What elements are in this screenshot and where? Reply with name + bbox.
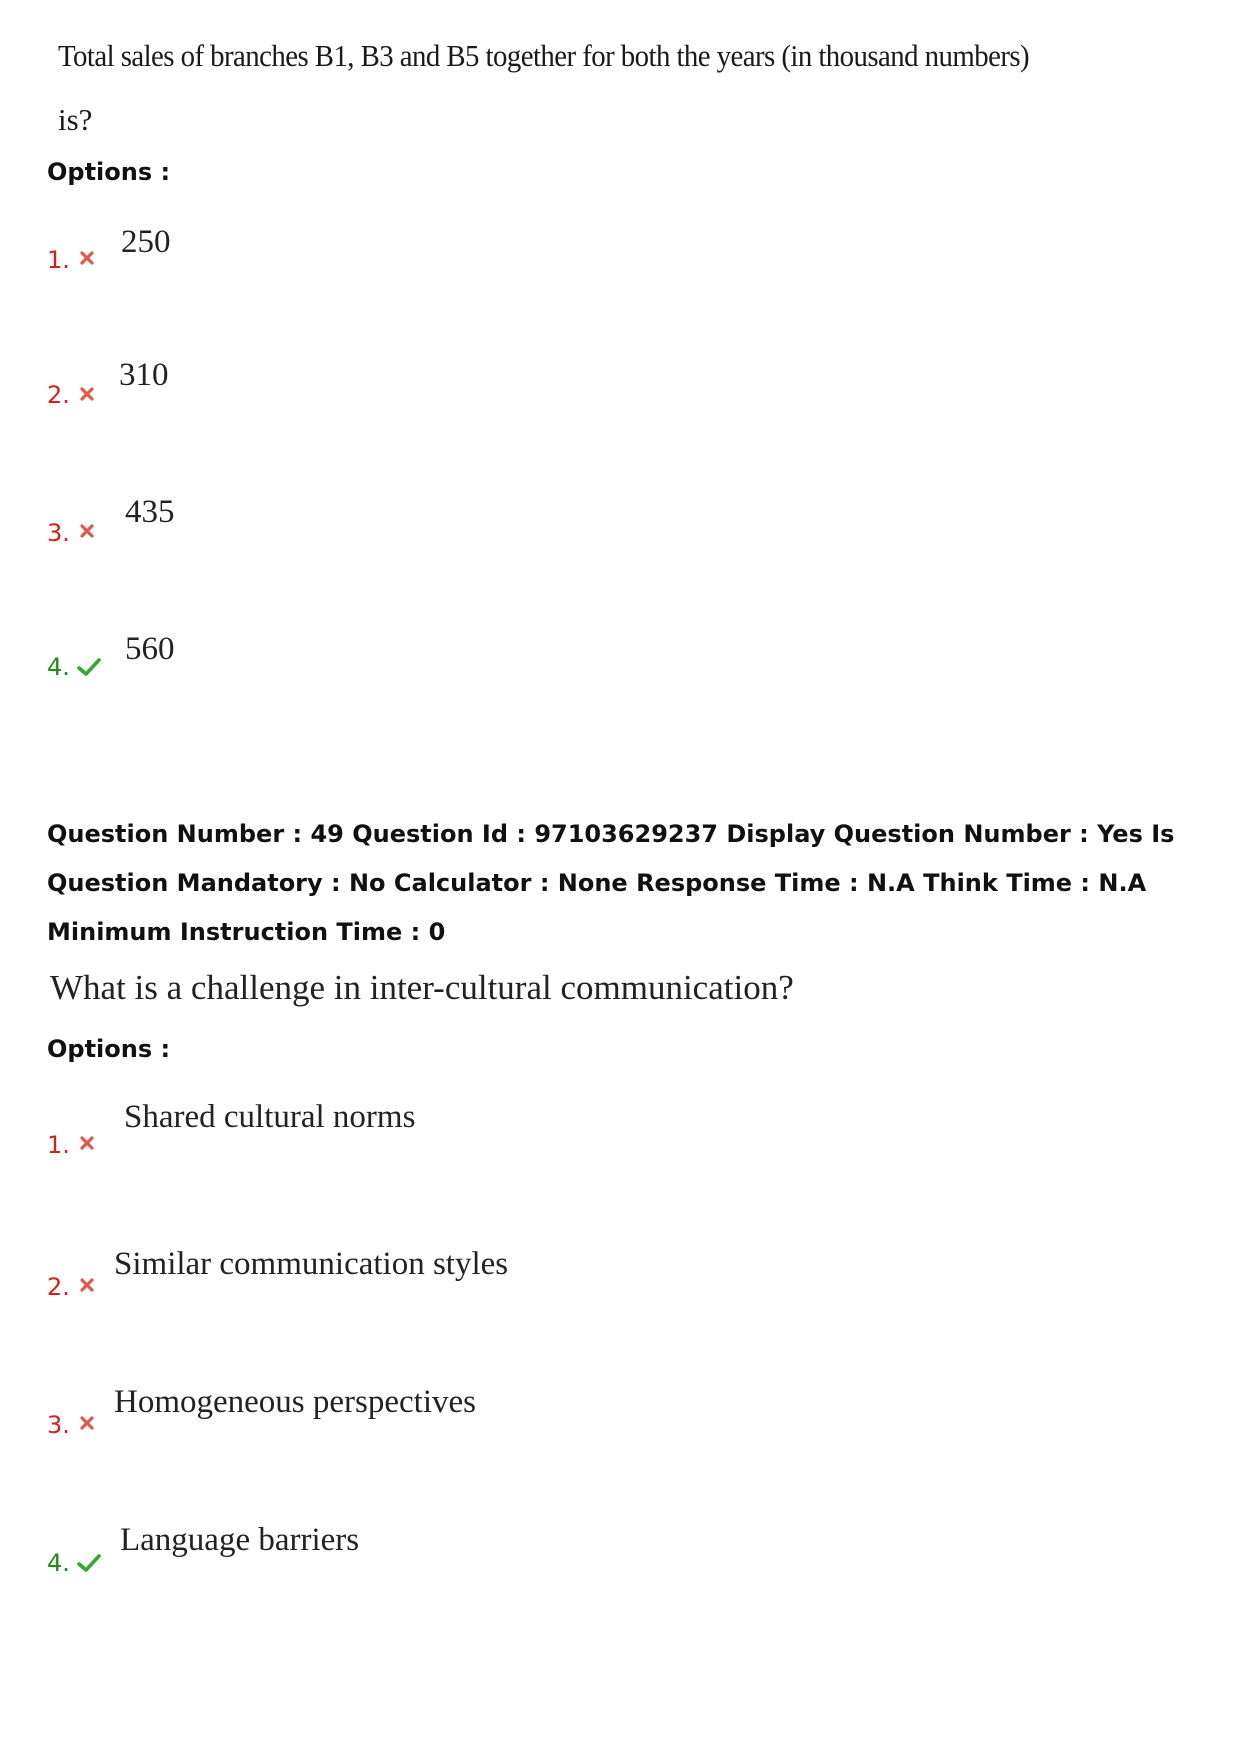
option-number: 3. [47, 519, 70, 547]
cross-icon [79, 386, 95, 402]
option-text: Similar communication styles [114, 1246, 509, 1282]
cross-icon [79, 1415, 95, 1431]
question-49-meta: Question Number : 49 Question Id : 97103629237 Display Question Number : Yes Is Question Mandatory : No Calculator : None Response Time : N.A Think Time : N.A Minimum Instruction Time : 0 [47, 820, 1175, 946]
check-icon [76, 1552, 102, 1574]
option-number: 2. [47, 381, 70, 409]
option-text: Shared cultural norms [124, 1099, 416, 1135]
option-text: Language barriers [120, 1522, 360, 1558]
cross-icon [79, 1135, 95, 1151]
option-text: 250 [121, 224, 171, 260]
option-text: 560 [125, 631, 175, 667]
option-number: 3. [47, 1411, 70, 1439]
option-text: Homogeneous perspectives [114, 1384, 476, 1420]
option-number: 1. [47, 246, 70, 274]
question-48-text-line2: is? [58, 102, 93, 137]
cross-icon [79, 250, 95, 266]
question-48-text-line1: Total sales of branches B1, B3 and B5 together for both the years (in thousand numbers) [58, 38, 1030, 73]
cross-icon [79, 523, 95, 539]
option-number: 4. [47, 1549, 70, 1577]
question-49-text: What is a challenge in inter-cultural communication? [50, 968, 794, 1007]
check-icon [76, 656, 102, 678]
option-number: 2. [47, 1273, 70, 1301]
option-text: 310 [119, 357, 169, 393]
option-text: 435 [125, 494, 175, 530]
option-number: 4. [47, 653, 70, 681]
cross-icon [79, 1277, 95, 1293]
options-label: Options : [47, 1035, 171, 1063]
option-number: 1. [47, 1131, 70, 1159]
options-label: Options : [47, 158, 171, 186]
